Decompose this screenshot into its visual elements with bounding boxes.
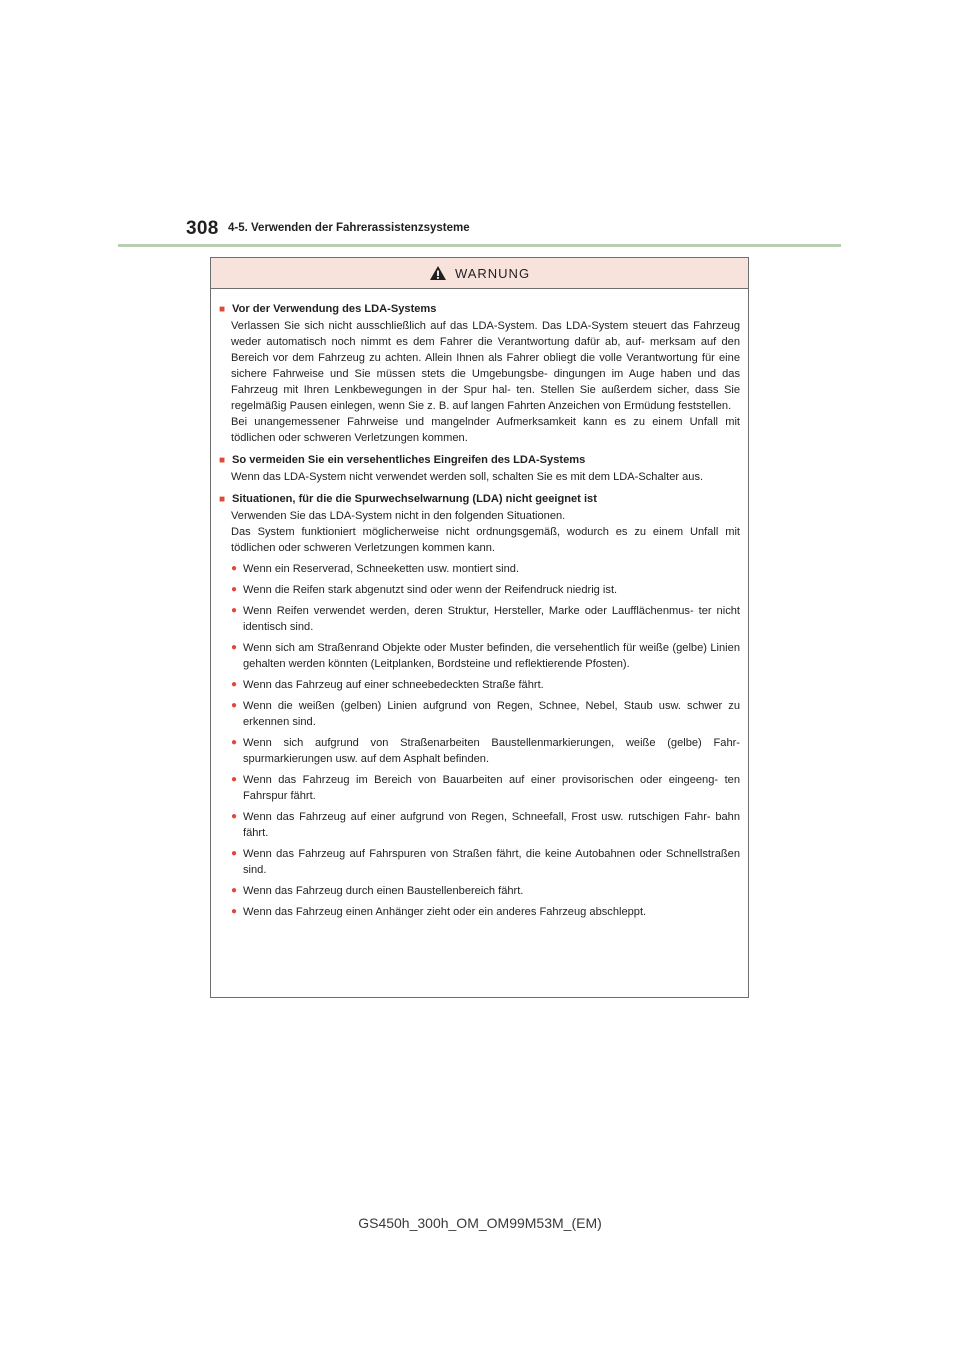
red-square-icon: ■ (219, 455, 226, 466)
red-square-icon: ■ (219, 304, 226, 315)
red-circle-icon: ● (231, 848, 238, 859)
section-title: 4-5. Verwenden der Fahrerassistenzsysteme (228, 222, 470, 234)
red-circle-icon: ● (231, 584, 238, 595)
red-circle-icon: ● (231, 700, 238, 711)
red-circle-icon: ● (231, 811, 238, 822)
paragraph: Verwenden Sie das LDA-System nicht in den folgenden Situationen. (231, 510, 566, 522)
page-header (186, 218, 846, 244)
warning-content (211, 289, 748, 920)
list-item: ● Wenn das Fahrzeug im Bereich von Bauarbeiten auf einer provisorischen oder eingeeng- ten Fahrspur fährt. (231, 774, 740, 802)
warning-triangle-icon (429, 265, 447, 281)
list-item: ● Wenn sich am Straßenrand Objekte oder Muster befinden, die versehentlich für weiße (gelbe) Linien gehalten werden könnten (Leitplanken, Bordsteine und reflektierende Pfosten). (231, 642, 740, 670)
section-heading: Vor der Verwendung des LDA-Systems (232, 303, 437, 315)
paragraph: Verlassen Sie sich nicht ausschließlich auf das LDA-System. Das LDA-System steuert das Fahrzeug weder automatisch noch nimmt es dem Fahrer die Verantwortung dafür ab, auf- merksam auf den Bereich vor dem Fahrzeug zu achten. Allein Ihnen als Fahrer obliegt die volle Verantwortung für eine sichere Fahrweise und Sie müssen stets die Umgebungsbe- dingungen im Auge haben und das Fahrzeug mit Ihren Lenkbewegungen in der Spur hal- ten. Stellen Sie außerdem sicher, dass Sie regelmäßig Pausen einlegen, wenn Sie z. B. auf langen Fahrten Anzeichen von Ermüdung feststellen. (231, 320, 740, 412)
warning-section (219, 491, 740, 920)
warning-box (210, 257, 749, 998)
red-circle-icon: ● (231, 642, 238, 653)
list-item: ● Wenn das Fahrzeug auf einer schneebedeckten Straße fährt. (231, 679, 544, 691)
section-heading: So vermeiden Sie ein versehentliches Eingreifen des LDA-Systems (232, 454, 586, 466)
red-circle-icon: ● (231, 774, 238, 785)
warning-section (219, 301, 740, 446)
section-heading: Situationen, für die die Spurwechselwarnung (LDA) nicht geeignet ist (232, 493, 597, 505)
list-item: ● Wenn das Fahrzeug auf Fahrspuren von Straßen fährt, die keine Autobahnen oder Schnellstraßen sind. (231, 848, 740, 876)
warning-title: WARNUNG (454, 265, 531, 281)
warning-header (211, 258, 748, 289)
paragraph: Das System funktioniert möglicherweise nicht ordnungsgemäß, wodurch es zu einem Unfall mit tödlichen oder schweren Verletzungen kommen kann. (231, 526, 740, 554)
red-circle-icon: ● (231, 679, 238, 690)
red-circle-icon: ● (231, 885, 238, 896)
red-square-icon: ■ (219, 494, 226, 505)
document-code: GS450h_300h_OM_OM99M53M_(EM) (358, 1215, 602, 1231)
red-circle-icon: ● (231, 906, 238, 917)
list-item: ● Wenn sich aufgrund von Straßenarbeiten Baustellenmarkierungen, weiße (gelbe) Fahr- spurmarkierungen usw. auf dem Asphalt befinden. (231, 737, 740, 765)
list-item: ● Wenn das Fahrzeug einen Anhänger zieht oder ein anderes Fahrzeug abschleppt. (231, 906, 647, 918)
list-item: ● Wenn die Reifen stark abgenutzt sind oder wenn der Reifendruck niedrig ist. (231, 584, 618, 596)
page-number: 308 (186, 218, 219, 239)
paragraph: Bei unangemessener Fahrweise und mangelnder Aufmerksamkeit kann es zu einem Unfall mit tödlichen oder schweren Verletzungen kommen. (231, 416, 740, 444)
list-item: ● Wenn Reifen verwendet werden, deren Struktur, Hersteller, Marke oder Laufflächenmus- ter nicht identisch sind. (231, 605, 740, 633)
list-item: ● Wenn die weißen (gelben) Linien aufgrund von Regen, Schnee, Nebel, Staub usw. schwer zu erkennen sind. (231, 700, 740, 728)
header-rule (118, 244, 841, 247)
red-circle-icon: ● (231, 737, 238, 748)
warning-section (219, 452, 740, 485)
list-item: ● Wenn das Fahrzeug auf einer aufgrund von Regen, Schneefall, Frost usw. rutschigen Fahr- bahn fährt. (231, 811, 740, 839)
list-item: ● Wenn ein Reserverad, Schneeketten usw. montiert sind. (231, 563, 520, 575)
paragraph: Wenn das LDA-System nicht verwendet werden soll, schalten Sie es mit dem LDA-Schalter aus. (231, 471, 704, 483)
red-circle-icon: ● (231, 563, 238, 574)
red-circle-icon: ● (231, 605, 238, 616)
list-item: ● Wenn das Fahrzeug durch einen Baustellenbereich fährt. (231, 885, 524, 897)
